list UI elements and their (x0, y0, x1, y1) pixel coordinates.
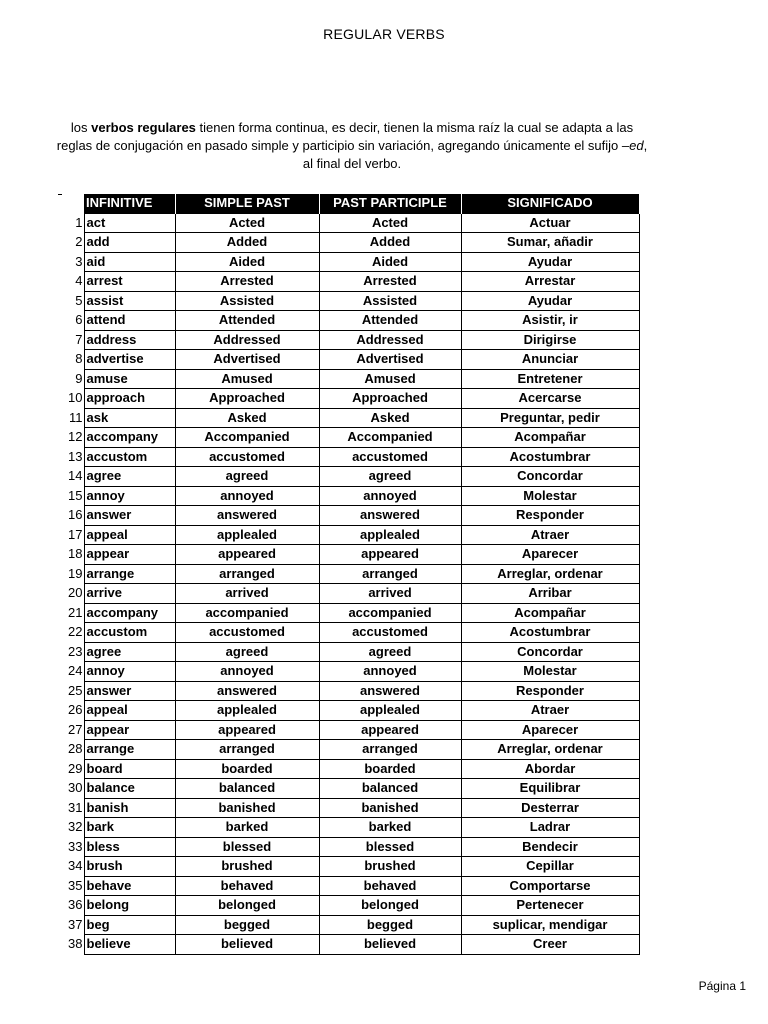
row-number: 14 (68, 468, 83, 484)
simple-past-cell: Added (175, 233, 319, 253)
past-participle-cell: answered (319, 681, 461, 701)
row-number: 19 (68, 565, 83, 581)
table-row (62, 915, 639, 935)
infinitive-cell: appear (84, 545, 175, 565)
significado-cell: Responder (461, 681, 639, 701)
significado-cell: Molestar (461, 486, 639, 506)
past-participle-cell: believed (319, 935, 461, 955)
row-number: 18 (68, 546, 83, 562)
simple-past-cell: blessed (175, 837, 319, 857)
significado-cell: Abordar (461, 759, 639, 779)
table-row (62, 233, 639, 253)
table-row (62, 545, 639, 565)
simple-past-cell: accompanied (175, 603, 319, 623)
simple-past-cell: barked (175, 818, 319, 838)
simple-past-cell: belonged (175, 896, 319, 916)
table-row (62, 564, 639, 584)
table-row (62, 857, 639, 877)
infinitive-cell: agree (84, 467, 175, 487)
infinitive-cell: assist (84, 291, 175, 311)
infinitive-cell: arrange (84, 740, 175, 760)
simple-past-cell: accustomed (175, 447, 319, 467)
significado-cell: Dirigirse (461, 330, 639, 350)
past-participle-cell: Acted (319, 213, 461, 233)
significado-cell: Arrestar (461, 272, 639, 292)
infinitive-cell: bless (84, 837, 175, 857)
simple-past-cell: arrived (175, 584, 319, 604)
past-participle-cell: accompanied (319, 603, 461, 623)
page-title: REGULAR VERBS (323, 26, 445, 42)
significado-cell: Aparecer (461, 545, 639, 565)
significado-cell: Entretener (461, 369, 639, 389)
significado-cell: Concordar (461, 467, 639, 487)
row-number: 5 (75, 292, 83, 308)
row-number: 31 (68, 799, 83, 815)
simple-past-cell: balanced (175, 779, 319, 799)
row-number: 12 (68, 429, 83, 445)
infinitive-cell: agree (84, 642, 175, 662)
infinitive-cell: attend (84, 311, 175, 331)
row-number: 16 (68, 507, 83, 523)
infinitive-cell: appear (84, 720, 175, 740)
row-number: 6 (75, 312, 83, 328)
infinitive-cell: beg (84, 915, 175, 935)
row-number: 30 (68, 780, 83, 796)
past-participle-cell: Accompanied (319, 428, 461, 448)
page-number: Página 1 (698, 979, 746, 993)
past-participle-cell: behaved (319, 876, 461, 896)
table-row (62, 720, 639, 740)
simple-past-cell: Assisted (175, 291, 319, 311)
significado-cell: Molestar (461, 662, 639, 682)
row-number: 17 (68, 526, 83, 542)
simple-past-cell: arranged (175, 564, 319, 584)
past-participle-cell: barked (319, 818, 461, 838)
table-row (62, 837, 639, 857)
row-number: 9 (75, 370, 83, 386)
simple-past-cell: agreed (175, 467, 319, 487)
infinitive-cell: believe (84, 935, 175, 955)
intro-text-1: los (70, 120, 92, 135)
table-row (62, 798, 639, 818)
past-participle-cell: Attended (319, 311, 461, 331)
significado-cell: Arreglar, ordenar (461, 564, 639, 584)
table-row (62, 428, 639, 448)
infinitive-cell: bark (84, 818, 175, 838)
row-number: 36 (68, 897, 83, 913)
simple-past-cell: boarded (175, 759, 319, 779)
infinitive-cell: accustom (84, 447, 175, 467)
row-number: 23 (68, 643, 83, 659)
table-row (62, 213, 639, 233)
simple-past-cell: appeared (175, 720, 319, 740)
past-participle-cell: belonged (319, 896, 461, 916)
infinitive-cell: address (84, 330, 175, 350)
row-number: 38 (68, 936, 83, 952)
significado-cell: Ayudar (461, 252, 639, 272)
infinitive-cell: belong (84, 896, 175, 916)
simple-past-cell: Amused (175, 369, 319, 389)
table-row (62, 681, 639, 701)
significado-cell: suplicar, mendigar (461, 915, 639, 935)
past-participle-cell: begged (319, 915, 461, 935)
infinitive-cell: arrest (84, 272, 175, 292)
verbs-table (62, 194, 640, 955)
row-number: 1 (75, 214, 83, 230)
row-number: 13 (68, 448, 83, 464)
past-participle-cell: Arrested (319, 272, 461, 292)
simple-past-cell: applealed (175, 525, 319, 545)
infinitive-cell: ask (84, 408, 175, 428)
row-number: 3 (75, 253, 83, 269)
row-number: 25 (68, 682, 83, 698)
past-participle-cell: appeared (319, 720, 461, 740)
table-body (62, 213, 639, 954)
infinitive-cell: accompany (84, 428, 175, 448)
past-participle-cell: arrived (319, 584, 461, 604)
significado-cell: Asistir, ir (461, 311, 639, 331)
row-number: 32 (68, 819, 83, 835)
row-number: 34 (68, 858, 83, 874)
significado-cell: Concordar (461, 642, 639, 662)
significado-cell: Acompañar (461, 428, 639, 448)
infinitive-cell: answer (84, 506, 175, 526)
table-row (62, 447, 639, 467)
row-number: 4 (75, 273, 83, 289)
significado-cell: Cepillar (461, 857, 639, 877)
row-number: 29 (68, 760, 83, 776)
table-row (62, 506, 639, 526)
significado-cell: Anunciar (461, 350, 639, 370)
infinitive-cell: aid (84, 252, 175, 272)
header-significado: SIGNIFICADO (461, 194, 639, 213)
past-participle-cell: applealed (319, 701, 461, 721)
simple-past-cell: Arrested (175, 272, 319, 292)
row-number: 21 (68, 604, 83, 620)
past-participle-cell: accustomed (319, 447, 461, 467)
significado-cell: Responder (461, 506, 639, 526)
infinitive-cell: behave (84, 876, 175, 896)
past-participle-cell: agreed (319, 467, 461, 487)
significado-cell: Ladrar (461, 818, 639, 838)
significado-cell: Ayudar (461, 291, 639, 311)
table-row (62, 740, 639, 760)
row-number: 20 (68, 585, 83, 601)
table-row (62, 935, 639, 955)
table-row (62, 369, 639, 389)
past-participle-cell: Approached (319, 389, 461, 409)
header-number (62, 194, 84, 213)
table-row (62, 818, 639, 838)
row-number: 26 (68, 702, 83, 718)
infinitive-cell: amuse (84, 369, 175, 389)
table-row (62, 701, 639, 721)
past-participle-cell: annoyed (319, 662, 461, 682)
significado-cell: Equilibrar (461, 779, 639, 799)
table-row (62, 623, 639, 643)
past-participle-cell: agreed (319, 642, 461, 662)
row-number: 27 (68, 721, 83, 737)
intro-bold: verbos regulares (91, 120, 196, 135)
simple-past-cell: applealed (175, 701, 319, 721)
simple-past-cell: believed (175, 935, 319, 955)
simple-past-cell: arranged (175, 740, 319, 760)
simple-past-cell: answered (175, 681, 319, 701)
infinitive-cell: answer (84, 681, 175, 701)
table-row (62, 467, 639, 487)
table-row (62, 759, 639, 779)
table-row (62, 252, 639, 272)
intro-italic: –ed (621, 138, 644, 153)
row-number: 24 (68, 663, 83, 679)
infinitive-cell: advertise (84, 350, 175, 370)
table-row (62, 779, 639, 799)
significado-cell: Arreglar, ordenar (461, 740, 639, 760)
past-participle-cell: Aided (319, 252, 461, 272)
past-participle-cell: banished (319, 798, 461, 818)
table-row (62, 584, 639, 604)
intro-paragraph (52, 119, 652, 173)
past-participle-cell: Assisted (319, 291, 461, 311)
simple-past-cell: Asked (175, 408, 319, 428)
row-number: 15 (68, 487, 83, 503)
past-participle-cell: accustomed (319, 623, 461, 643)
header-past-participle: PAST PARTICIPLE (319, 194, 461, 213)
infinitive-cell: balance (84, 779, 175, 799)
row-number: 37 (68, 916, 83, 932)
simple-past-cell: Addressed (175, 330, 319, 350)
simple-past-cell: annoyed (175, 486, 319, 506)
table-row (62, 603, 639, 623)
significado-cell: Arribar (461, 584, 639, 604)
past-participle-cell: Added (319, 233, 461, 253)
table-row (62, 272, 639, 292)
row-number: 33 (68, 838, 83, 854)
significado-cell: Aparecer (461, 720, 639, 740)
row-number: 10 (68, 390, 83, 406)
significado-cell: Comportarse (461, 876, 639, 896)
infinitive-cell: brush (84, 857, 175, 877)
significado-cell: Pertenecer (461, 896, 639, 916)
past-participle-cell: brushed (319, 857, 461, 877)
table-row (62, 525, 639, 545)
simple-past-cell: Aided (175, 252, 319, 272)
infinitive-cell: banish (84, 798, 175, 818)
simple-past-cell: Acted (175, 213, 319, 233)
table-row (62, 291, 639, 311)
infinitive-cell: board (84, 759, 175, 779)
infinitive-cell: arrive (84, 584, 175, 604)
simple-past-cell: answered (175, 506, 319, 526)
past-participle-cell: answered (319, 506, 461, 526)
infinitive-cell: act (84, 213, 175, 233)
simple-past-cell: annoyed (175, 662, 319, 682)
significado-cell: Acercarse (461, 389, 639, 409)
simple-past-cell: Attended (175, 311, 319, 331)
significado-cell: Bendecir (461, 837, 639, 857)
significado-cell: Creer (461, 935, 639, 955)
infinitive-cell: accompany (84, 603, 175, 623)
past-participle-cell: Amused (319, 369, 461, 389)
table-header-row (62, 194, 639, 213)
significado-cell: Desterrar (461, 798, 639, 818)
past-participle-cell: appeared (319, 545, 461, 565)
simple-past-cell: behaved (175, 876, 319, 896)
past-participle-cell: arranged (319, 740, 461, 760)
simple-past-cell: banished (175, 798, 319, 818)
table-row (62, 408, 639, 428)
infinitive-cell: approach (84, 389, 175, 409)
infinitive-cell: annoy (84, 486, 175, 506)
table-row (62, 662, 639, 682)
simple-past-cell: agreed (175, 642, 319, 662)
simple-past-cell: accustomed (175, 623, 319, 643)
significado-cell: Acompañar (461, 603, 639, 623)
table-row (62, 311, 639, 331)
row-number: 35 (68, 877, 83, 893)
table-row (62, 350, 639, 370)
significado-cell: Acostumbrar (461, 623, 639, 643)
significado-cell: Sumar, añadir (461, 233, 639, 253)
infinitive-cell: add (84, 233, 175, 253)
past-participle-cell: applealed (319, 525, 461, 545)
row-number: 28 (68, 741, 83, 757)
significado-cell: Acostumbrar (461, 447, 639, 467)
intro-text-3: , al final del verbo. (302, 138, 648, 171)
infinitive-cell: appeal (84, 701, 175, 721)
row-number: 2 (75, 234, 83, 250)
row-number: 7 (75, 331, 83, 347)
significado-cell: Atraer (461, 525, 639, 545)
table-row (62, 896, 639, 916)
infinitive-cell: accustom (84, 623, 175, 643)
past-participle-cell: arranged (319, 564, 461, 584)
intro-text-2: tienen forma continua, es decir, tienen la misma raíz la cual se adapta a las reglas de conjugación en pasado simple y participio sin variación, agregando únicamente el sufijo (56, 120, 634, 153)
header-simple-past: SIMPLE PAST (175, 194, 319, 213)
significado-cell: Actuar (461, 213, 639, 233)
infinitive-cell: appeal (84, 525, 175, 545)
table-row (62, 486, 639, 506)
header-infinitive: INFINITIVE (84, 194, 175, 213)
simple-past-cell: appeared (175, 545, 319, 565)
simple-past-cell: brushed (175, 857, 319, 877)
past-participle-cell: blessed (319, 837, 461, 857)
past-participle-cell: Asked (319, 408, 461, 428)
infinitive-cell: arrange (84, 564, 175, 584)
past-participle-cell: annoyed (319, 486, 461, 506)
infinitive-cell: annoy (84, 662, 175, 682)
table-row (62, 876, 639, 896)
table-row (62, 389, 639, 409)
simple-past-cell: begged (175, 915, 319, 935)
row-number: 11 (69, 409, 83, 425)
row-number: 8 (75, 351, 83, 367)
simple-past-cell: Approached (175, 389, 319, 409)
significado-cell: Preguntar, pedir (461, 408, 639, 428)
simple-past-cell: Advertised (175, 350, 319, 370)
past-participle-cell: Advertised (319, 350, 461, 370)
simple-past-cell: Accompanied (175, 428, 319, 448)
table-row (62, 642, 639, 662)
past-participle-cell: boarded (319, 759, 461, 779)
past-participle-cell: Addressed (319, 330, 461, 350)
row-number: 22 (68, 624, 83, 640)
significado-cell: Atraer (461, 701, 639, 721)
table-row (62, 330, 639, 350)
past-participle-cell: balanced (319, 779, 461, 799)
